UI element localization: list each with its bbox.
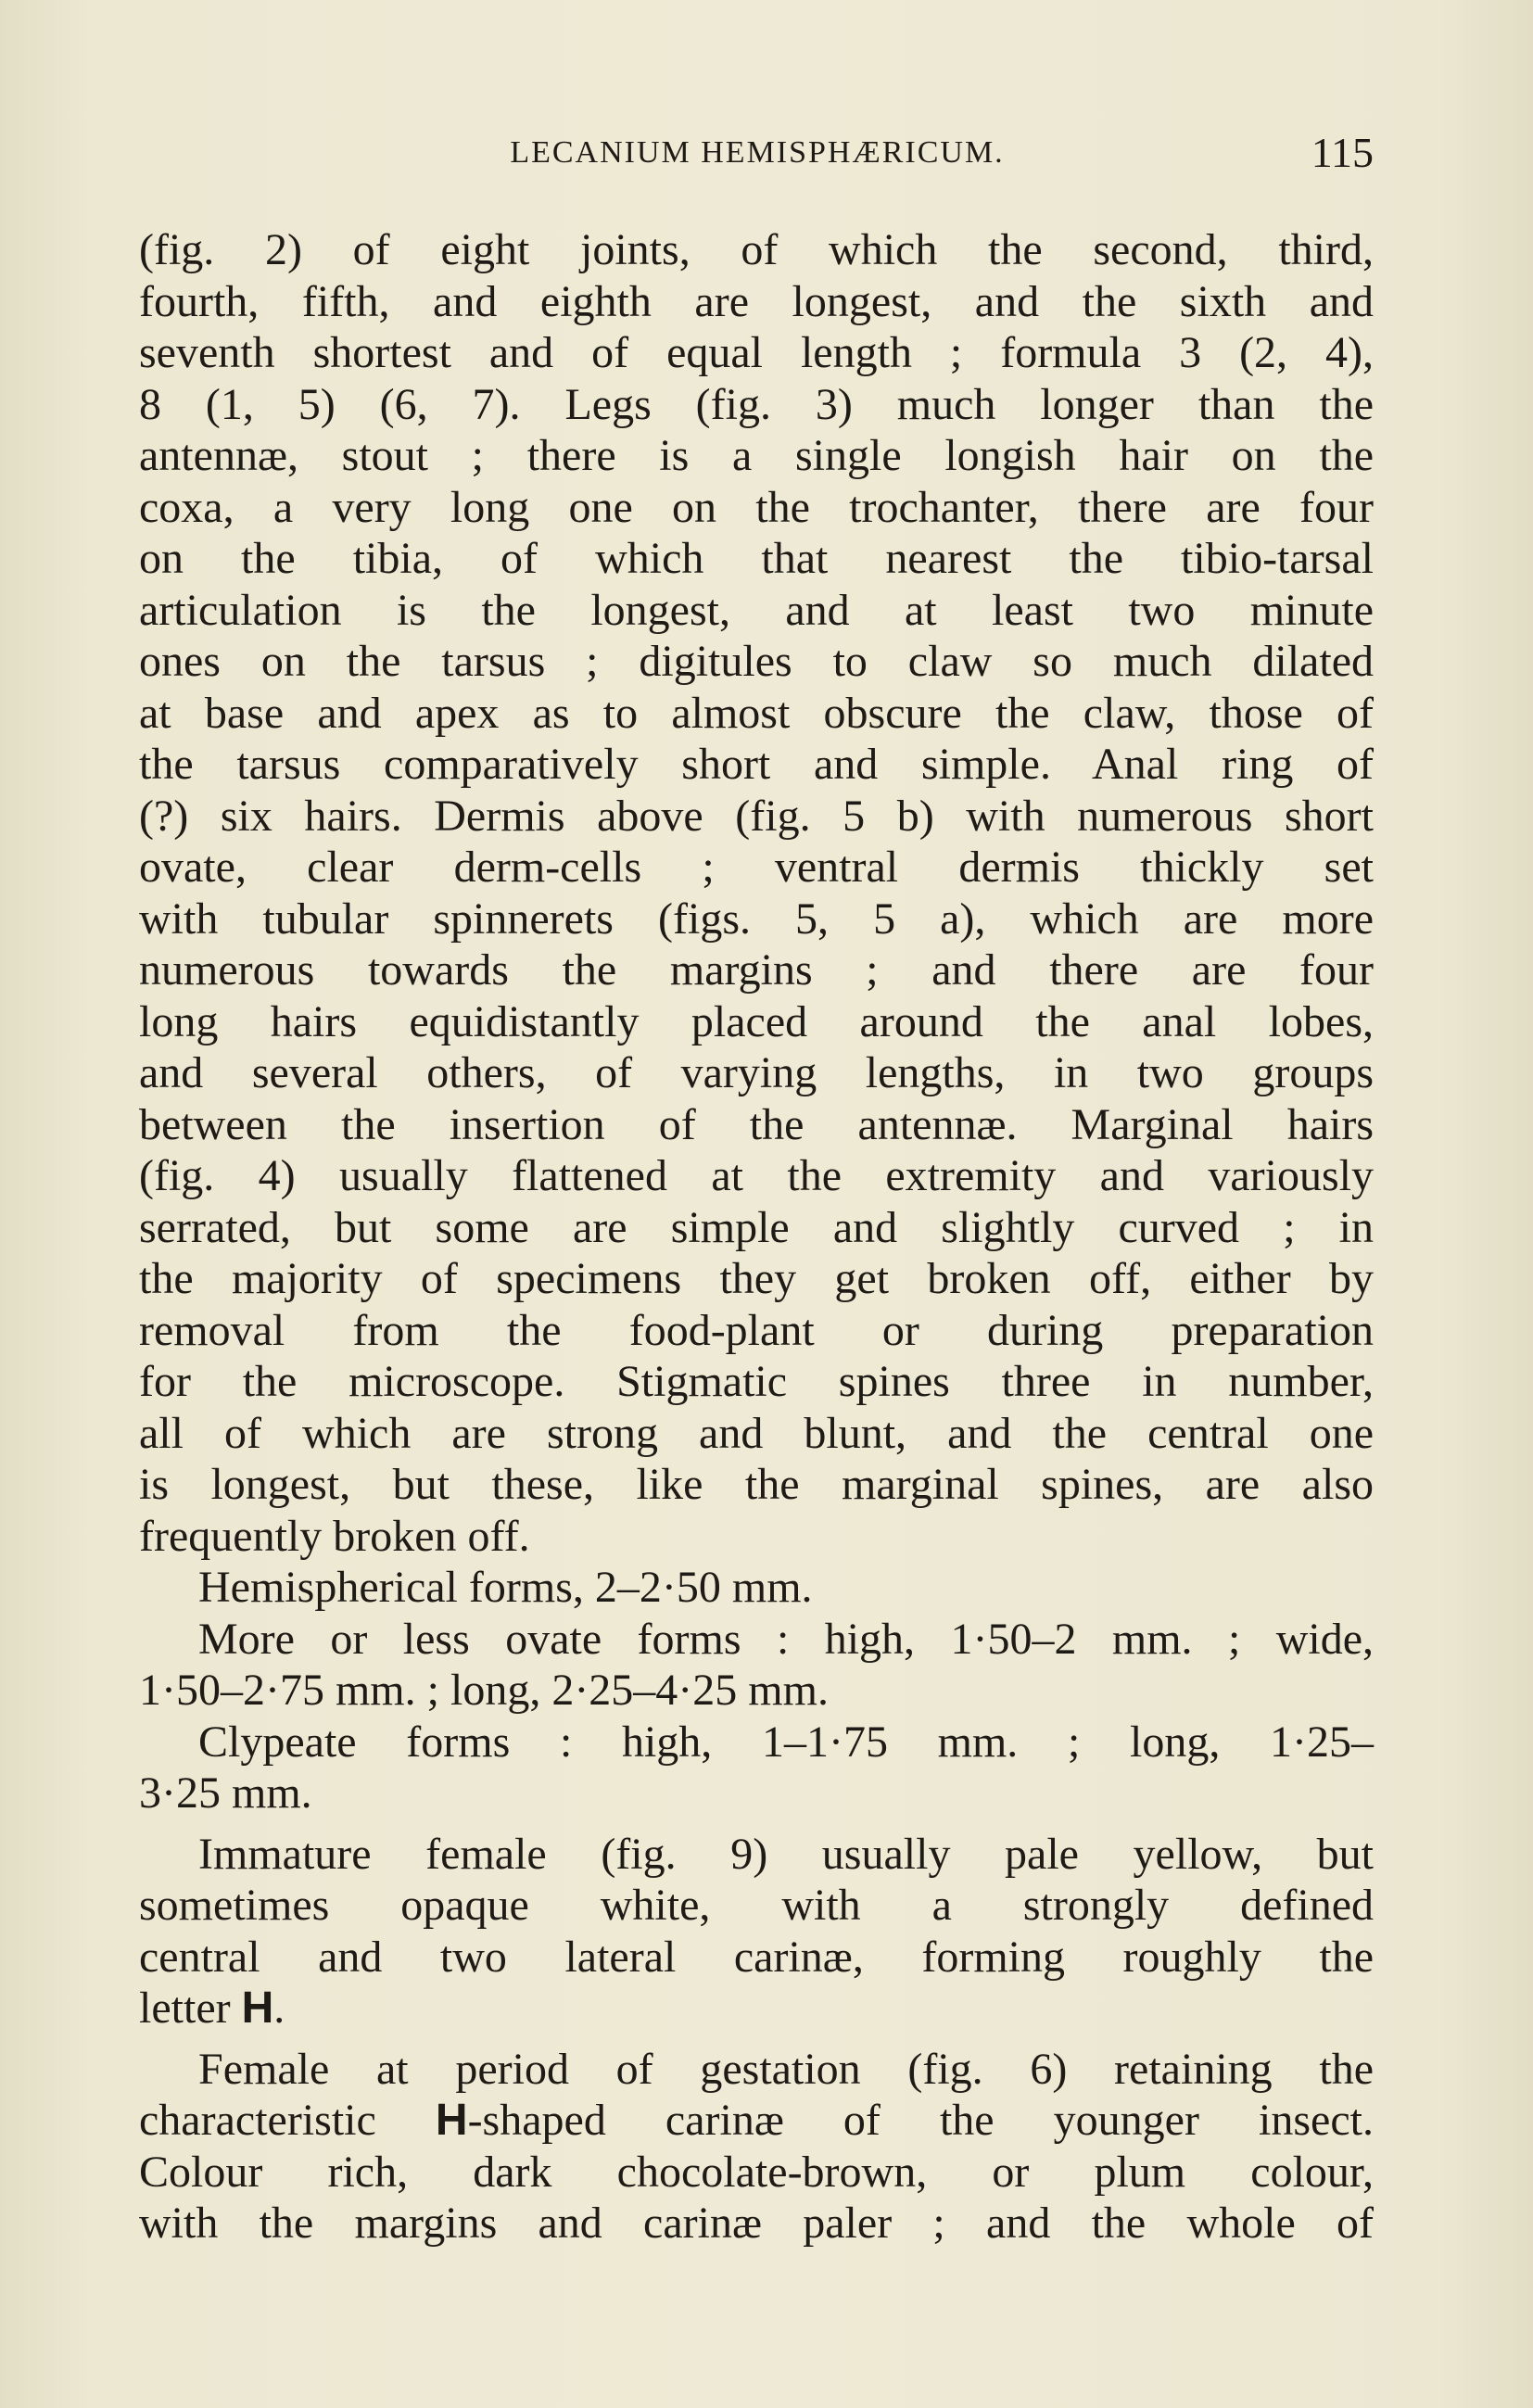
text-line: seventh shortest and of equal length ; formula 3 (2, 4), — [139, 328, 1374, 377]
text-line: at base and apex as to almost obscure the claw, those of — [139, 688, 1374, 738]
description-paragraph — [139, 224, 1374, 1562]
h-letter-symbol: H — [435, 2096, 468, 2145]
text-line — [139, 1983, 1374, 2034]
text-line: all of which are strong and blunt, and the central one — [139, 1408, 1374, 1458]
clypeate-measurement-line-1: Clypeate forms : high, 1–1·75 mm. ; long, 1·25– — [198, 1717, 1374, 1767]
text-line: on the tibia, of which that nearest the tibio-tarsal — [139, 534, 1374, 583]
text-line: 8 (1, 5) (6, 7). Legs (fig. 3) much longer than the — [139, 379, 1374, 429]
text-line: long hairs equidistantly placed around the anal lobes, — [139, 996, 1374, 1046]
text-line: ones on the tarsus ; digitules to claw so much dilated — [139, 637, 1374, 686]
text-fragment: . — [273, 1983, 285, 2033]
paragraph-gap — [139, 1819, 1374, 1829]
text-line: Immature female (fig. 9) usually pale yellow, but — [198, 1829, 1374, 1879]
text-line: Colour rich, dark chocolate-brown, or plum colour, — [139, 2147, 1374, 2197]
immature-female-paragraph — [139, 1829, 1374, 2034]
h-letter-symbol: H — [241, 1983, 274, 2033]
text-line: is longest, but these, like the marginal spines, are also — [139, 1460, 1374, 1509]
clypeate-measurement-line-2: 3·25 mm. — [139, 1768, 312, 1818]
text-line: the tarsus comparatively short and simple. Anal ring of — [139, 740, 1374, 789]
text-line: ovate, clear derm-cells ; ventral dermis thickly set — [139, 843, 1374, 892]
text-line: (?) six hairs. Dermis above (fig. 5 b) with numerous short — [139, 791, 1374, 841]
measurements-block — [139, 1562, 1374, 1819]
text-fragment: letter — [139, 1983, 242, 2033]
page-header — [141, 128, 1374, 184]
text-line: antennæ, stout ; there is a single longish hair on the — [139, 431, 1374, 480]
paragraph-gap — [139, 2034, 1374, 2044]
running-title: LECANIUM HEMISPHÆRICUM. — [510, 135, 1005, 170]
page-number: 115 — [1311, 129, 1374, 176]
text-fragment: -shaped carinæ of the younger insect. — [467, 2096, 1374, 2145]
text-line: and several others, of varying lengths, in two groups — [139, 1048, 1374, 1097]
text-line: numerous towards the margins ; and there are four — [139, 945, 1374, 995]
hemispherical-measurement: Hemispherical forms, 2–2·50 mm. — [198, 1563, 813, 1612]
text-line: the majority of specimens they get broken off, either by — [139, 1254, 1374, 1303]
page-body — [139, 224, 1374, 2250]
text-line: between the insertion of the antennæ. Marginal hairs — [139, 1099, 1374, 1149]
ovate-measurement-line-2: 1·50–2·75 mm. ; long, 2·25–4·25 mm. — [139, 1666, 829, 1715]
text-line: frequently broken off. — [139, 1511, 530, 1561]
text-line: central and two lateral carinæ, forming roughly the — [139, 1932, 1374, 1982]
text-line: with tubular spinnerets (figs. 5, 5 a), which are more — [139, 893, 1374, 944]
text-line: Female at period of gestation (fig. 6) retaining the — [198, 2044, 1374, 2094]
text-line — [139, 2095, 1374, 2147]
text-line: with the margins and carinæ paler ; and the whole of — [139, 2199, 1374, 2248]
gestation-paragraph — [139, 2044, 1374, 2250]
ovate-measurement-line-1: More or less ovate forms : high, 1·50–2 mm. ; wide, — [198, 1614, 1374, 1664]
text-line: for the microscope. Stigmatic spines three in number, — [139, 1357, 1374, 1406]
text-line: fourth, fifth, and eighth are longest, and the sixth and — [139, 276, 1374, 326]
text-line: serrated, but some are simple and slightly curved ; in — [139, 1202, 1374, 1252]
text-line: removal from the food-plant or during preparation — [139, 1305, 1374, 1355]
text-line: articulation is the longest, and at least two minute — [139, 585, 1374, 635]
text-line: sometimes opaque white, with a strongly defined — [139, 1881, 1374, 1930]
text-line: coxa, a very long one on the trochanter, there are four — [139, 482, 1374, 532]
text-line: (fig. 2) of eight joints, of which the second, third, — [139, 225, 1374, 274]
text-fragment: characteristic — [139, 2096, 436, 2145]
text-line: (fig. 4) usually flattened at the extremity and variously — [139, 1151, 1374, 1200]
